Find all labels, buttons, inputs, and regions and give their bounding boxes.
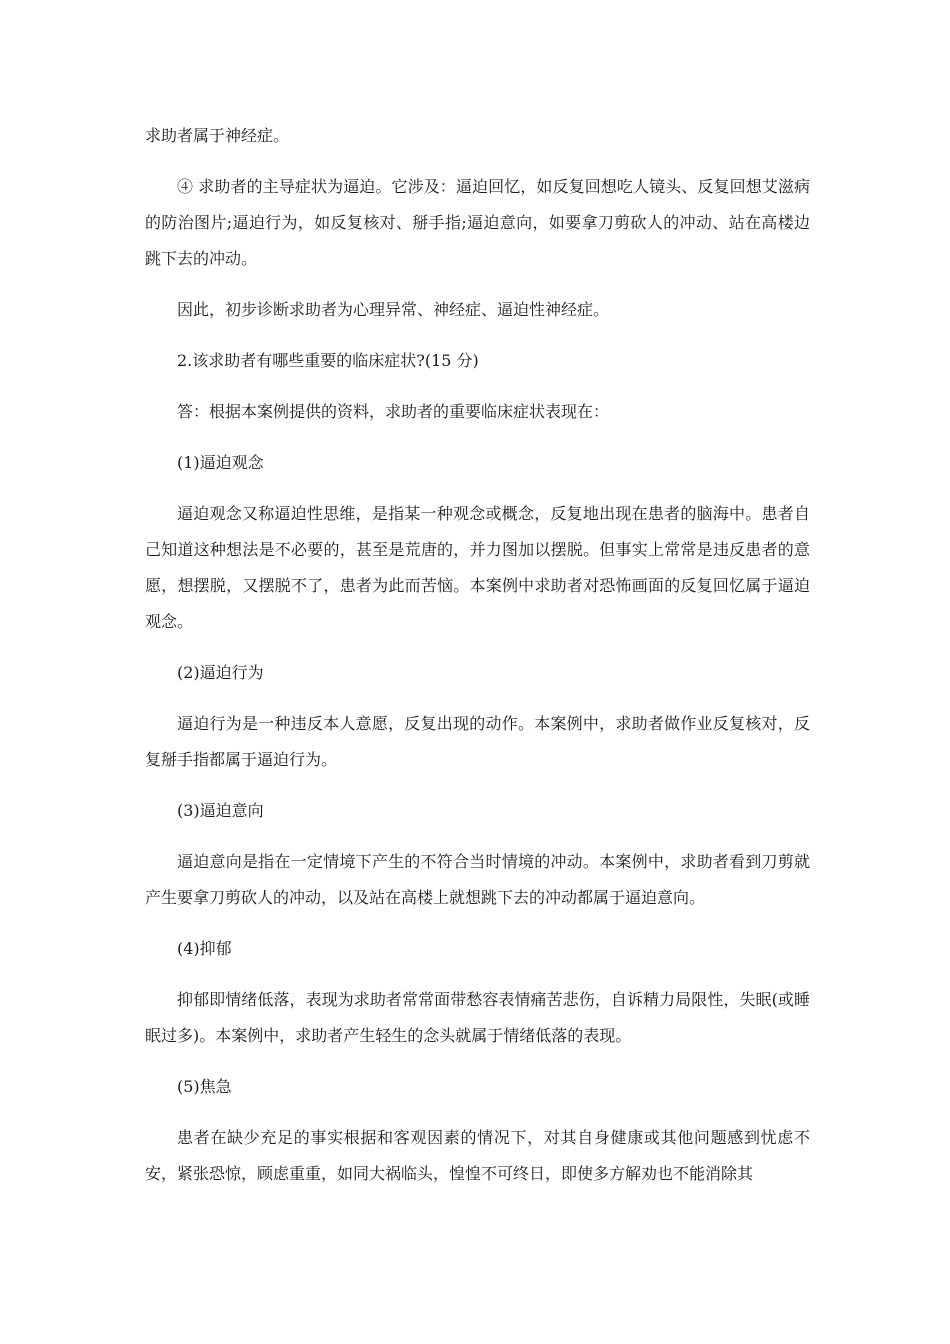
document-body bbox=[145, 118, 810, 1207]
paragraph-continuation: 求助者属于神经症。 bbox=[145, 126, 290, 145]
answer-intro: 答：根据本案例提供的资料，求助者的重要临床症状表现在： bbox=[177, 402, 610, 421]
paragraph-obsessive-intent: 逼迫意向是指在一定情境下产生的不符合当时情境的冲动。本案例中，求助者看到刀剪就产生要拿刀剪砍人的冲动，以及站在高楼上就想跳下去的冲动都属于逼迫意向。 bbox=[145, 852, 810, 907]
paragraph-anxiety: 患者在缺少充足的事实根据和客观因素的情况下，对其自身健康或其他问题感到忧虑不安，紧张恐惊，顾虑重重，如同大祸临头，惶惶不可终日，即使多方解劝也不能消除其 bbox=[145, 1128, 810, 1183]
paragraph-main-symptom: ④ 求助者的主导症状为逼迫。它涉及：逼迫回忆，如反复回想吃人镜头、反复回想艾滋病的防治图片;逼迫行为，如反复核对、掰手指;逼迫意向，如要拿刀剪砍人的冲动、站在高楼边跳下去的冲动。 bbox=[145, 177, 810, 268]
section-heading-obsessive-idea: (1)逼迫观念 bbox=[177, 453, 264, 472]
section-heading-depression: (4)抑郁 bbox=[177, 939, 232, 958]
question-heading: 2.该求助者有哪些重要的临床症状?(15 分) bbox=[177, 351, 479, 370]
paragraph-diagnosis: 因此，初步诊断求助者为心理异常、神经症、逼迫性神经症。 bbox=[177, 300, 610, 319]
paragraph-depression: 抑郁即情绪低落，表现为求助者常常面带愁容表情痛苦悲伤，自诉精力局限性，失眠(或睡眠过多)。本案例中，求助者产生轻生的念头就属于情绪低落的表现。 bbox=[145, 990, 810, 1045]
section-heading-obsessive-intent: (3)逼迫意向 bbox=[177, 801, 264, 820]
paragraph-obsessive-idea: 逼迫观念又称逼迫性思维，是指某一种观念或概念，反复地出现在患者的脑海中。患者自己知道这种想法是不必要的，甚至是荒唐的，并力图加以摆脱。但事实上常常是违反患者的意愿，想摆脱，又摆脱不了，患者为此而苦恼。本案例中求助者对恐怖画面的反复回忆属于逼迫观念。 bbox=[145, 504, 810, 631]
paragraph-obsessive-behavior: 逼迫行为是一种违反本人意愿，反复出现的动作。本案例中，求助者做作业反复核对，反复掰手指都属于逼迫行为。 bbox=[145, 714, 810, 769]
section-heading-obsessive-behavior: (2)逼迫行为 bbox=[177, 663, 264, 682]
section-heading-anxiety: (5)焦急 bbox=[177, 1077, 232, 1096]
